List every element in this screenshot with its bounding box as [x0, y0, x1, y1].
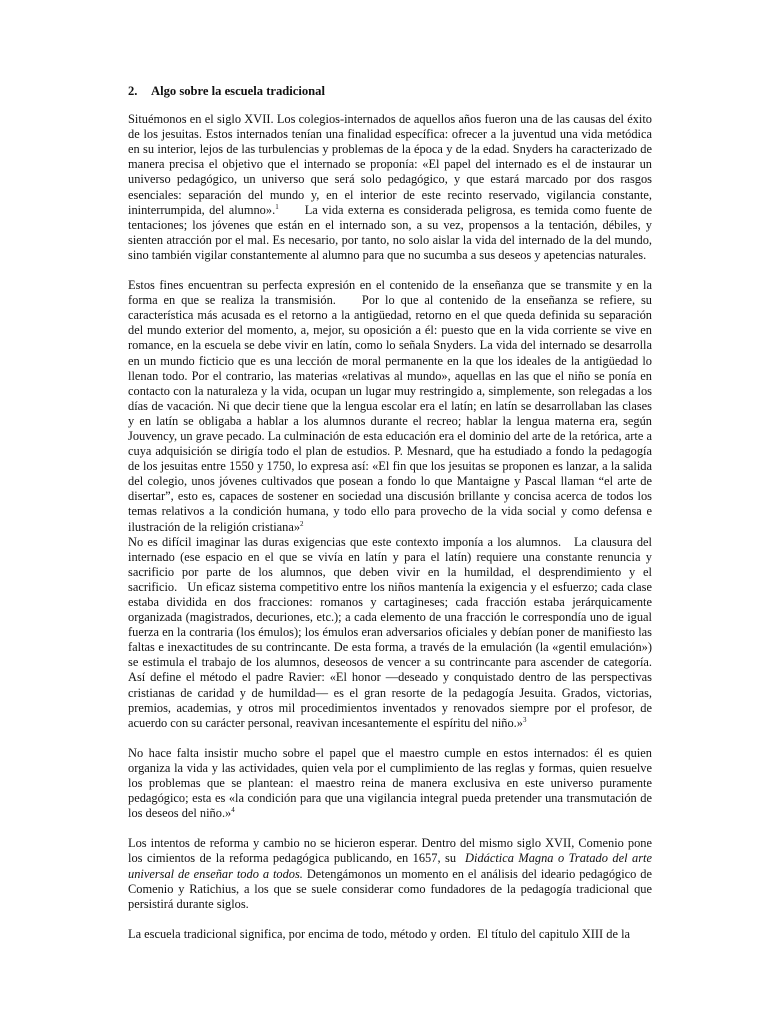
- paragraph-4: [128, 746, 652, 821]
- footnote-ref-1[interactable]: 1: [275, 202, 279, 211]
- paragraph-5-text-a: Los intentos de reforma y cambio no se hicieron esperar. Dentro del mismo siglo XVII, Comenio pone los cimientos de la reforma pedagógica publicando, en 1657, su: [128, 836, 652, 866]
- footnote-ref-2[interactable]: 2: [300, 519, 304, 528]
- paragraph-5: [128, 836, 652, 911]
- paragraph-1-text-a: Situémonos en el siglo XVII. Los colegios-internados de aquellos años fueron una de las causas del éxito de los jesuitas. Estos internados tenían una finalidad específica: ofrecer a la juventud una vida metódica en su interior, lejos de las turbulencias y problemas de la época y de la edad. Snyders ha caracterizado de manera precisa el objetivo que el internado se proponía: «El papel del internado es el de instaurar un universo pedagógico, un universo que será solo pedagógico, y que estará marcado por dos rasgos esenciales: separación del mundo y, en el interior de este recinto reservado, vigilancia constante, ininterrumpida, del alumno».: [128, 112, 652, 217]
- paragraph-6-text-b: El título del capitulo XIII de la: [477, 926, 631, 941]
- paragraph-4-text: No hace falta insistir mucho sobre el papel que el maestro cumple en estos internados: él es quien organiza la vida y las actividades, quien vela por el cumplimiento de las reglas y formas, quien resuelve los problemas que se plantean: el maestro reina de manera exclusiva en este universo puramente pedagógico; esta es «la condición para que una vigilancia integral pueda pretender una transmutación de los deseos del niño.»: [128, 745, 652, 821]
- paragraph-5-text-b: Detengámonos un momento en el análisis del ideario pedagógico de Comenio y Ratichius, a los que se suele considerar como fundadores de la pedagogía tradicional que persistirá durante siglos.: [128, 866, 652, 911]
- section-title: Algo sobre la escuela tradicional: [151, 84, 325, 98]
- document-page: [128, 84, 652, 957]
- paragraph-3-text-c: Un eficaz sistema competitivo entre los niños mantenía la exigencia y el esfuerzo; cada clase estaba dividida en dos fracciones: romanos y cartagineses; cada fracción estaba jerárquicamente organizada (magistrados, decuriones, etc.); a cada elemento de una fracción le correspondía uno de igual fuerza en la contraria (los émulos); los émulos eran adversarios oficiales y debían poner de manifiesto las faltas e inexactitudes de su contrincante. De esta forma, a través de la emulación (la «gentil emulación») se estimula el trabajo de los alumnos, deseosos de vencer a su contrincante para ascender de categoría. Así define el método el padre Ravier: «El honor —deseado y conquistado dentro de las perspectivas cristianas de caridad y de humildad— es el gran resorte de la pedagogía Jesuita. Grados, victorias, premios, academias, y otros mil procedimientos inventados y renovados siempre por el profesor, de acuerdo con su carácter personal, reavivan incesantemente el espíritu del niño.»: [128, 579, 652, 730]
- section-number: 2.: [128, 84, 138, 98]
- footnote-ref-4[interactable]: 4: [231, 806, 235, 815]
- footnote-ref-3[interactable]: 3: [522, 715, 527, 724]
- book-title: Didáctica Magna o Tratado del arte universal de enseñar todo a todos.: [128, 851, 653, 881]
- paragraph-1: [128, 112, 652, 263]
- paragraph-3: [128, 535, 652, 731]
- paragraph-2-text-a: Estos fines encuentran su perfecta expresión en el contenido de la enseñanza que se transmite y en la forma en que se realiza la transmisión.: [128, 278, 652, 308]
- paragraph-1-text-b: La vida externa es considerada peligrosa, es temida como fuente de tentaciones; los jóvenes que están en el internado son, a su vez, propensos a la tentación, débiles, y sienten atracción por el mal. Es necesario, por tanto, no solo aislar la vida del internado de la del mundo, sino también vigilar constantemente al alumno para que no sucumba a sus deseos y apetencias naturales.: [128, 202, 652, 262]
- paragraph-2-text-b: Por lo que al contenido de la enseñanza se refiere, su característica más acusada es el retorno a la antigüedad, retorno en el que queda definida su separación del mundo exterior del momento, a, mejor, su oposición a él: puesto que en la vida corriente se vive en romance, en la escuela se debe vivir en latín, como lo señala Snyders. La vida del internado se desarrolla en un mundo ficticio que es una lección de moral permanente en la que los ideales de la antigüedad lo llenan todo. Por el contrario, las materias «relativas al mundo», aquellas en las que el niño se ponía en contacto con la naturaleza y la vida, ocupan un lugar muy restringido a, simplemente, son relegadas a los días de vacación. Ni que decir tiene que la lengua escolar era el latín; en latín se desarrollaban las clases y en latín se obligaba a hablar a los alumnos durante el recreo; hablar la lengua materna era, según Jouvency, un grave pecado. La culminación de esta educación era el dominio del arte de la retórica, arte a cuya adquisición se dirigía todo el plan de estudios. P. Mesnard, que ha estudiado a fondo la pedagogía de los jesuitas entre 1550 y 1750, lo expresa así: «El fin que los jesuitas se proponen es lanzar, a la salida del colegio, unos jóvenes cultivados que posean a fondo lo que Mantaigne y Pascal llaman “el arte de disertar”, esto es, capaces de sostener en sociedad una discusión brillante y concisa acerca de todos los temas relativos a la condición humana, y todo ello para provecho de la vida social y como defensa e ilustración de la religión cristiana»: [128, 293, 652, 534]
- paragraph-6-text-a: La escuela tradicional significa, por encima de todo, método y orden.: [128, 926, 472, 941]
- paragraph-2: [128, 278, 652, 535]
- paragraph-3-text-b: La clausura del internado (ese espacio en el que se vivía en latín y para el latín) requiere una constante renuncia y sacrificio por parte de los alumnos, que deben vivir en la humildad, el desprendimiento y el sacrificio.: [128, 534, 652, 594]
- section-heading: [128, 84, 652, 99]
- paragraph-3-text-a: No es difícil imaginar las duras exigencias que este contexto imponía a los alumnos.: [128, 534, 562, 549]
- paragraph-6: [128, 927, 652, 942]
